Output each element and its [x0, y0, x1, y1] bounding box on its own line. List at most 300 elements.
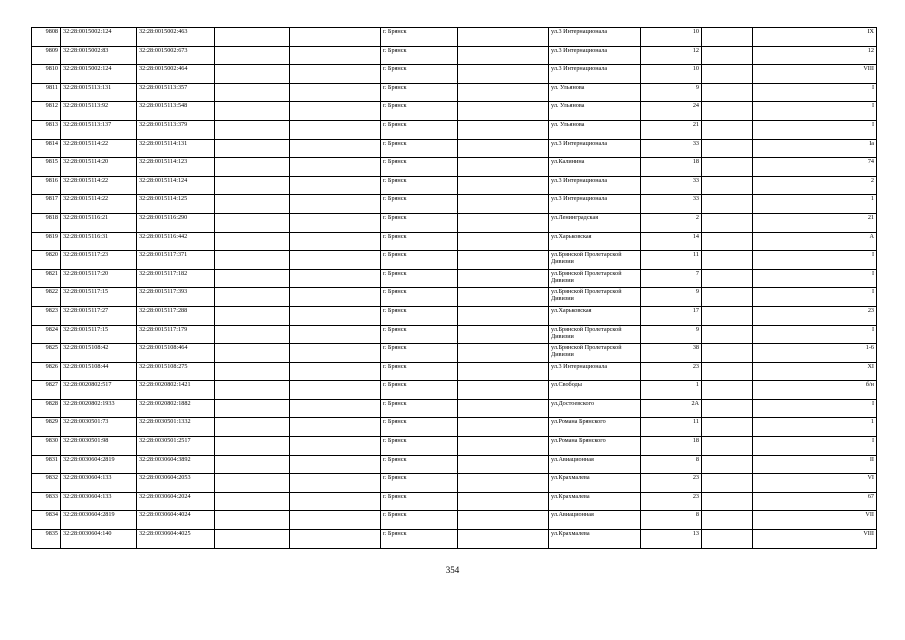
- apartment-cell: II: [753, 455, 877, 474]
- city-cell: г. Брянск: [381, 474, 458, 493]
- apartment-cell: VI: [753, 474, 877, 493]
- street-cell: ул.3 Интернационала: [549, 46, 641, 65]
- house-number-cell: 33: [641, 139, 702, 158]
- house-number-cell: 17: [641, 306, 702, 325]
- cadastral-number-parcel: 32:28:0030604:140: [61, 530, 137, 549]
- empty-cell: [702, 83, 753, 102]
- empty-cell: [702, 195, 753, 214]
- apartment-cell: VIII: [753, 530, 877, 549]
- table-row: [32, 28, 877, 47]
- cadastral-number-object: 32:28:0015114:131: [137, 139, 215, 158]
- empty-cell: [290, 176, 381, 195]
- empty-cell: [290, 102, 381, 121]
- empty-cell: [458, 344, 549, 363]
- empty-cell: [215, 232, 290, 251]
- empty-cell: [290, 83, 381, 102]
- cadastral-number-object: 32:28:0030501:2517: [137, 437, 215, 456]
- table-row: [32, 474, 877, 493]
- apartment-cell: А: [753, 232, 877, 251]
- empty-cell: [458, 455, 549, 474]
- cadastral-number-parcel: 32:28:0015117:20: [61, 269, 137, 288]
- empty-cell: [458, 46, 549, 65]
- row-number: 9833: [32, 492, 61, 511]
- empty-cell: [458, 176, 549, 195]
- empty-cell: [290, 437, 381, 456]
- empty-cell: [215, 83, 290, 102]
- cadastral-number-parcel: 32:28:0015002:124: [61, 28, 137, 47]
- house-number-cell: 11: [641, 251, 702, 270]
- empty-cell: [458, 139, 549, 158]
- table-row: [32, 139, 877, 158]
- house-number-cell: 9: [641, 325, 702, 344]
- row-number: 9808: [32, 28, 61, 47]
- cadastral-number-object: 32:28:0015002:464: [137, 65, 215, 84]
- empty-cell: [215, 158, 290, 177]
- row-number: 9812: [32, 102, 61, 121]
- cadastral-number-object: 32:28:0030604:2024: [137, 492, 215, 511]
- city-cell: г. Брянск: [381, 158, 458, 177]
- empty-cell: [290, 65, 381, 84]
- empty-cell: [702, 213, 753, 232]
- street-cell: ул.3 Интернационала: [549, 195, 641, 214]
- cadastral-number-parcel: 32:28:0015116:21: [61, 213, 137, 232]
- house-number-cell: 10: [641, 65, 702, 84]
- street-cell: ул.Достоевского: [549, 399, 641, 418]
- table-row: [32, 288, 877, 307]
- cadastral-number-object: 32:28:0015117:371: [137, 251, 215, 270]
- city-cell: г. Брянск: [381, 418, 458, 437]
- street-cell: ул.Брянской Пролетарской Дивизии: [549, 251, 641, 270]
- apartment-cell: IX: [753, 28, 877, 47]
- row-number: 9819: [32, 232, 61, 251]
- empty-cell: [702, 46, 753, 65]
- house-number-cell: 7: [641, 269, 702, 288]
- empty-cell: [458, 83, 549, 102]
- table-row: [32, 232, 877, 251]
- city-cell: г. Брянск: [381, 28, 458, 47]
- row-number: 9830: [32, 437, 61, 456]
- empty-cell: [702, 492, 753, 511]
- table-row: [32, 46, 877, 65]
- empty-cell: [702, 474, 753, 493]
- empty-cell: [215, 530, 290, 549]
- cadastral-number-parcel: 32:28:0015108:44: [61, 362, 137, 381]
- house-number-cell: 2А: [641, 399, 702, 418]
- row-number: 9826: [32, 362, 61, 381]
- house-number-cell: 38: [641, 344, 702, 363]
- cadastral-number-parcel: 32:28:0015113:92: [61, 102, 137, 121]
- apartment-cell: 21: [753, 213, 877, 232]
- street-cell: ул.3 Интернационала: [549, 65, 641, 84]
- table-row: [32, 251, 877, 270]
- empty-cell: [290, 195, 381, 214]
- empty-cell: [290, 288, 381, 307]
- cadastral-number-parcel: 32:28:0015117:15: [61, 325, 137, 344]
- table-row: [32, 195, 877, 214]
- empty-cell: [702, 251, 753, 270]
- empty-cell: [215, 325, 290, 344]
- empty-cell: [458, 158, 549, 177]
- empty-cell: [458, 213, 549, 232]
- cadastral-number-parcel: 32:28:0015002:83: [61, 46, 137, 65]
- empty-cell: [290, 158, 381, 177]
- cadastral-number-parcel: 32:28:0020802:517: [61, 381, 137, 400]
- street-cell: ул. Ульянова: [549, 83, 641, 102]
- row-number: 9811: [32, 83, 61, 102]
- city-cell: г. Брянск: [381, 46, 458, 65]
- street-cell: ул.Авиационная: [549, 455, 641, 474]
- city-cell: г. Брянск: [381, 232, 458, 251]
- house-number-cell: 21: [641, 120, 702, 139]
- row-number: 9820: [32, 251, 61, 270]
- cadastral-number-object: 32:28:0015113:379: [137, 120, 215, 139]
- cadastral-number-parcel: 32:28:0030604:2819: [61, 455, 137, 474]
- empty-cell: [290, 269, 381, 288]
- cadastral-number-object: 32:28:0015002:463: [137, 28, 215, 47]
- street-cell: ул.Харьковская: [549, 232, 641, 251]
- row-number: 9809: [32, 46, 61, 65]
- cadastral-number-object: 32:28:0015114:125: [137, 195, 215, 214]
- city-cell: г. Брянск: [381, 344, 458, 363]
- empty-cell: [702, 306, 753, 325]
- registry-sheet: [31, 27, 877, 549]
- empty-cell: [215, 28, 290, 47]
- street-cell: ул.Брянской Пролетарской Дивизии: [549, 344, 641, 363]
- empty-cell: [702, 362, 753, 381]
- empty-cell: [458, 65, 549, 84]
- city-cell: г. Брянск: [381, 511, 458, 530]
- row-number: 9835: [32, 530, 61, 549]
- empty-cell: [215, 65, 290, 84]
- empty-cell: [215, 195, 290, 214]
- row-number: 9828: [32, 399, 61, 418]
- cadastral-number-parcel: 32:28:0015117:23: [61, 251, 137, 270]
- cadastral-number-parcel: 32:28:0015114:22: [61, 195, 137, 214]
- row-number: 9822: [32, 288, 61, 307]
- table-row: [32, 530, 877, 549]
- apartment-cell: 1: [753, 195, 877, 214]
- empty-cell: [290, 381, 381, 400]
- empty-cell: [702, 158, 753, 177]
- apartment-cell: VII: [753, 511, 877, 530]
- empty-cell: [458, 362, 549, 381]
- empty-cell: [215, 306, 290, 325]
- empty-cell: [458, 530, 549, 549]
- house-number-cell: 8: [641, 455, 702, 474]
- city-cell: г. Брянск: [381, 251, 458, 270]
- empty-cell: [702, 399, 753, 418]
- street-cell: ул.3 Интернационала: [549, 139, 641, 158]
- empty-cell: [215, 176, 290, 195]
- empty-cell: [458, 381, 549, 400]
- city-cell: г. Брянск: [381, 399, 458, 418]
- empty-cell: [702, 511, 753, 530]
- apartment-cell: б/н: [753, 381, 877, 400]
- cadastral-number-object: 32:28:0015108:464: [137, 344, 215, 363]
- table-row: [32, 158, 877, 177]
- cadastral-number-object: 32:28:0015117:393: [137, 288, 215, 307]
- empty-cell: [215, 362, 290, 381]
- empty-cell: [290, 455, 381, 474]
- cadastral-number-parcel: 32:28:0030604:133: [61, 492, 137, 511]
- street-cell: ул.Авиационная: [549, 511, 641, 530]
- row-number: 9829: [32, 418, 61, 437]
- city-cell: г. Брянск: [381, 195, 458, 214]
- cadastral-number-object: 32:28:0030604:4025: [137, 530, 215, 549]
- empty-cell: [702, 344, 753, 363]
- table-row: [32, 437, 877, 456]
- cadastral-number-object: 32:28:0030604:2053: [137, 474, 215, 493]
- city-cell: г. Брянск: [381, 288, 458, 307]
- empty-cell: [458, 195, 549, 214]
- table-row: [32, 120, 877, 139]
- street-cell: ул.3 Интернационала: [549, 362, 641, 381]
- empty-cell: [702, 288, 753, 307]
- street-cell: ул.Крахмалева: [549, 530, 641, 549]
- house-number-cell: 14: [641, 232, 702, 251]
- empty-cell: [290, 232, 381, 251]
- apartment-cell: Iа: [753, 139, 877, 158]
- empty-cell: [458, 269, 549, 288]
- empty-cell: [458, 288, 549, 307]
- street-cell: ул.Брянской Пролетарской Дивизии: [549, 288, 641, 307]
- table-row: [32, 102, 877, 121]
- apartment-cell: 23: [753, 306, 877, 325]
- empty-cell: [702, 232, 753, 251]
- street-cell: ул. Ульянова: [549, 120, 641, 139]
- empty-cell: [702, 65, 753, 84]
- table-row: [32, 83, 877, 102]
- row-number: 9817: [32, 195, 61, 214]
- empty-cell: [458, 120, 549, 139]
- empty-cell: [215, 213, 290, 232]
- empty-cell: [702, 455, 753, 474]
- apartment-cell: I: [753, 251, 877, 270]
- apartment-cell: 1-6: [753, 344, 877, 363]
- row-number: 9816: [32, 176, 61, 195]
- apartment-cell: 2: [753, 176, 877, 195]
- city-cell: г. Брянск: [381, 325, 458, 344]
- empty-cell: [290, 474, 381, 493]
- cadastral-number-parcel: 32:28:0015113:137: [61, 120, 137, 139]
- empty-cell: [458, 325, 549, 344]
- house-number-cell: 23: [641, 474, 702, 493]
- street-cell: ул.Калинина: [549, 158, 641, 177]
- table-row: [32, 511, 877, 530]
- cadastral-number-parcel: 32:28:0015108:42: [61, 344, 137, 363]
- table-row: [32, 381, 877, 400]
- row-number: 9818: [32, 213, 61, 232]
- cadastral-number-object: 32:28:0015116:442: [137, 232, 215, 251]
- empty-cell: [458, 399, 549, 418]
- apartment-cell: XI: [753, 362, 877, 381]
- empty-cell: [458, 511, 549, 530]
- empty-cell: [215, 120, 290, 139]
- apartment-cell: I: [753, 83, 877, 102]
- apartment-cell: 12: [753, 46, 877, 65]
- empty-cell: [215, 344, 290, 363]
- city-cell: г. Брянск: [381, 102, 458, 121]
- cadastral-number-object: 32:28:0015113:357: [137, 83, 215, 102]
- cadastral-number-object: 32:28:0015117:288: [137, 306, 215, 325]
- apartment-cell: I: [753, 120, 877, 139]
- table-row: [32, 213, 877, 232]
- empty-cell: [458, 418, 549, 437]
- empty-cell: [702, 325, 753, 344]
- row-number: 9831: [32, 455, 61, 474]
- empty-cell: [290, 399, 381, 418]
- cadastral-number-parcel: 32:28:0030604:133: [61, 474, 137, 493]
- street-cell: ул.3 Интернационала: [549, 176, 641, 195]
- empty-cell: [702, 530, 753, 549]
- empty-cell: [290, 139, 381, 158]
- apartment-cell: 1: [753, 418, 877, 437]
- table-row: [32, 306, 877, 325]
- empty-cell: [290, 418, 381, 437]
- cadastral-number-object: 32:28:0015114:124: [137, 176, 215, 195]
- cadastral-number-parcel: 32:28:0015114:22: [61, 139, 137, 158]
- empty-cell: [215, 251, 290, 270]
- apartment-cell: I: [753, 102, 877, 121]
- apartment-cell: I: [753, 437, 877, 456]
- street-cell: ул. Ульянова: [549, 102, 641, 121]
- cadastral-number-parcel: 32:28:0030501:73: [61, 418, 137, 437]
- cadastral-number-parcel: 32:28:0015117:27: [61, 306, 137, 325]
- page-number: 354: [445, 565, 460, 575]
- row-number: 9810: [32, 65, 61, 84]
- cadastral-number-object: 32:28:0020802:1882: [137, 399, 215, 418]
- city-cell: г. Брянск: [381, 492, 458, 511]
- house-number-cell: 1: [641, 381, 702, 400]
- table-row: [32, 65, 877, 84]
- apartment-cell: 74: [753, 158, 877, 177]
- cadastral-number-parcel: 32:28:0020802:1933: [61, 399, 137, 418]
- table-row: [32, 455, 877, 474]
- cadastral-number-parcel: 32:28:0015116:31: [61, 232, 137, 251]
- cadastral-number-parcel: 32:28:0030501:98: [61, 437, 137, 456]
- apartment-cell: I: [753, 325, 877, 344]
- house-number-cell: 24: [641, 102, 702, 121]
- apartment-cell: I: [753, 399, 877, 418]
- empty-cell: [290, 213, 381, 232]
- house-number-cell: 18: [641, 437, 702, 456]
- cadastral-number-object: 32:28:0015116:290: [137, 213, 215, 232]
- city-cell: г. Брянск: [381, 120, 458, 139]
- cadastral-number-object: 32:28:0015002:673: [137, 46, 215, 65]
- empty-cell: [458, 437, 549, 456]
- street-cell: ул.Романа Брянского: [549, 418, 641, 437]
- row-number: 9823: [32, 306, 61, 325]
- cadastral-number-object: 32:28:0020802:1421: [137, 381, 215, 400]
- empty-cell: [290, 28, 381, 47]
- cadastral-number-object: 32:28:0015108:275: [137, 362, 215, 381]
- empty-cell: [215, 511, 290, 530]
- city-cell: г. Брянск: [381, 306, 458, 325]
- street-cell: ул.Харьковская: [549, 306, 641, 325]
- street-cell: ул.Брянской Пролетарской Дивизии: [549, 269, 641, 288]
- house-number-cell: 33: [641, 176, 702, 195]
- city-cell: г. Брянск: [381, 362, 458, 381]
- empty-cell: [290, 530, 381, 549]
- row-number: 9827: [32, 381, 61, 400]
- table-row: [32, 176, 877, 195]
- empty-cell: [290, 120, 381, 139]
- cadastral-number-object: 32:28:0015114:123: [137, 158, 215, 177]
- empty-cell: [458, 474, 549, 493]
- table-row: [32, 399, 877, 418]
- row-number: 9814: [32, 139, 61, 158]
- empty-cell: [290, 344, 381, 363]
- street-cell: ул.3 Интернационала: [549, 28, 641, 47]
- row-number: 9825: [32, 344, 61, 363]
- table-row: [32, 492, 877, 511]
- cadastral-number-parcel: 32:28:0015113:131: [61, 83, 137, 102]
- cadastral-number-parcel: 32:28:0015117:15: [61, 288, 137, 307]
- city-cell: г. Брянск: [381, 65, 458, 84]
- empty-cell: [215, 474, 290, 493]
- empty-cell: [215, 399, 290, 418]
- cadastral-number-object: 32:28:0015117:182: [137, 269, 215, 288]
- house-number-cell: 13: [641, 530, 702, 549]
- empty-cell: [290, 251, 381, 270]
- city-cell: г. Брянск: [381, 176, 458, 195]
- street-cell: ул.Брянской Пролетарской Дивизии: [549, 325, 641, 344]
- apartment-cell: I: [753, 288, 877, 307]
- empty-cell: [290, 511, 381, 530]
- city-cell: г. Брянск: [381, 437, 458, 456]
- city-cell: г. Брянск: [381, 381, 458, 400]
- empty-cell: [215, 437, 290, 456]
- house-number-cell: 23: [641, 492, 702, 511]
- empty-cell: [290, 46, 381, 65]
- cadastral-number-object: 32:28:0015113:548: [137, 102, 215, 121]
- city-cell: г. Брянск: [381, 139, 458, 158]
- row-number: 9813: [32, 120, 61, 139]
- empty-cell: [215, 46, 290, 65]
- row-number: 9821: [32, 269, 61, 288]
- table-row: [32, 325, 877, 344]
- cadastral-number-object: 32:28:0030604:3892: [137, 455, 215, 474]
- street-cell: ул.Романа Брянского: [549, 437, 641, 456]
- house-number-cell: 8: [641, 511, 702, 530]
- house-number-cell: 9: [641, 288, 702, 307]
- table-row: [32, 269, 877, 288]
- cadastral-number-parcel: 32:28:0015114:22: [61, 176, 137, 195]
- house-number-cell: 12: [641, 46, 702, 65]
- empty-cell: [290, 492, 381, 511]
- empty-cell: [702, 176, 753, 195]
- cadastral-number-object: 32:28:0015117:179: [137, 325, 215, 344]
- empty-cell: [458, 232, 549, 251]
- street-cell: ул.Крахмалева: [549, 474, 641, 493]
- empty-cell: [215, 102, 290, 121]
- house-number-cell: 23: [641, 362, 702, 381]
- empty-cell: [215, 288, 290, 307]
- apartment-cell: VIII: [753, 65, 877, 84]
- apartment-cell: 67: [753, 492, 877, 511]
- empty-cell: [702, 269, 753, 288]
- city-cell: г. Брянск: [381, 83, 458, 102]
- empty-cell: [458, 251, 549, 270]
- city-cell: г. Брянск: [381, 530, 458, 549]
- row-number: 9834: [32, 511, 61, 530]
- empty-cell: [215, 455, 290, 474]
- empty-cell: [215, 139, 290, 158]
- house-number-cell: 33: [641, 195, 702, 214]
- house-number-cell: 2: [641, 213, 702, 232]
- city-cell: г. Брянск: [381, 213, 458, 232]
- cadastral-number-parcel: 32:28:0015114:20: [61, 158, 137, 177]
